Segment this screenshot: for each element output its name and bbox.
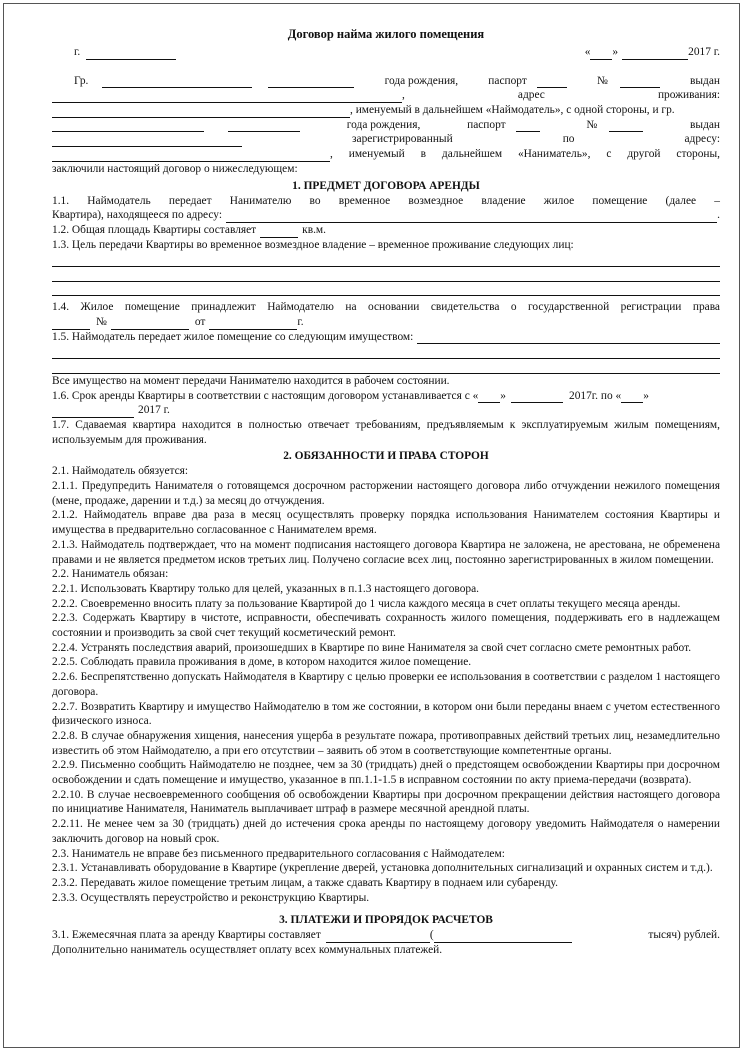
clause-2-1-3: 2.1.3. Наймодатель подтверждает, что на момент подписания настоящего договора Квартира не заложена, не арестована, не обременена правами и не является предметом исков третьих лиц. Получено согласие всех лиц, постоянно зарегистрированных в жилом помещении. bbox=[52, 538, 720, 566]
clause-2-2-10: 2.2.10. В случае несвоевременного сообщения об освобождении Квартиры при досрочном прекращении действия настоящего договора по инициативе Нанимателя, Наниматель выплачивает штраф в размере месячной арендной платы. bbox=[52, 788, 720, 816]
clause-2-2-9: 2.2.9. Письменно сообщить Наймодателю не позднее, чем за 30 (тридцать) дней о предстоящем освобождении Квартиры при досрочном освобождении и сдать помещение и имущество, указанное в пп.1.1-1.5 в исправном состоянии по акту приема-передачи (возврата). bbox=[52, 759, 720, 787]
clause-3-1-line-1 bbox=[52, 928, 720, 943]
preamble-line-1 bbox=[52, 74, 720, 89]
clause-1-2-label: 1.2. Общая площадь Квартиры составляет bbox=[52, 223, 257, 236]
occupants-line-1[interactable] bbox=[52, 252, 720, 267]
number-sign-2: № bbox=[586, 118, 598, 131]
start-year-to: 2017г. по « bbox=[569, 389, 622, 402]
clause-2-2-4: 2.2.4. Устранять последствия аварий, произошедших в Квартире по вине Нанимателя за свой счет согласно смете ремонтных работ. bbox=[52, 641, 692, 654]
clause-3-1-line-2: Дополнительно наниматель осуществляет оплату всех коммунальных платежей. bbox=[52, 944, 443, 957]
gr-label: Гр. bbox=[74, 74, 89, 87]
clause-1-5-label: 1.5. Наймодатель передает жилое помещение со следующим имуществом: bbox=[52, 330, 414, 343]
tenant-issued-by-field[interactable] bbox=[52, 135, 242, 147]
certificate-number-field[interactable] bbox=[111, 318, 189, 330]
section-3-heading: 3. ПЛАТЕЖИ И ПРОРЯДОК РАСЧЕТОВ bbox=[279, 914, 493, 927]
end-year-label: 2017 г. bbox=[138, 404, 170, 417]
end-month-field[interactable] bbox=[52, 406, 134, 418]
address-label-2: адресу: bbox=[684, 133, 721, 146]
area-unit: кв.м. bbox=[302, 223, 326, 236]
landlord-issued-by-field[interactable] bbox=[52, 91, 402, 103]
certificate-number-sign: № bbox=[96, 316, 107, 329]
start-day-close: » bbox=[500, 389, 506, 402]
at-label: по bbox=[562, 133, 575, 146]
birth-label: года рождения, bbox=[384, 74, 459, 87]
registered-label: зарегистрированный bbox=[352, 133, 453, 146]
clause-3-1-label: 3.1. Ежемесячная плата за аренду Квартиры составляет bbox=[52, 929, 321, 942]
apartment-address-field[interactable] bbox=[226, 211, 717, 223]
landlord-passport-series-field[interactable] bbox=[537, 76, 567, 88]
preamble-line-4 bbox=[52, 118, 720, 133]
clause-1-3: 1.3. Цель передачи Квартиры во временное возмездное владение – временное проживание следующих лиц: bbox=[52, 238, 574, 251]
clause-1-1-line-1: 1.1. Наймодатель передает Нанимателю во временное возмездное владение жилое помещение (далее – bbox=[52, 194, 720, 207]
clause-2-2-7: 2.2.7. Возвратить Квартиру и имущество Наймодателю в том же состоянии, в котором они были переданы внаем с учетом естественного физического износа. bbox=[52, 700, 720, 728]
rent-unit-label: тысяч) рублей. bbox=[648, 929, 720, 942]
end-day-close: » bbox=[643, 389, 649, 402]
tenant-designation-text: , именуемый в дальнейшем «Наниматель», с другой стороны, bbox=[330, 148, 720, 161]
passport-label: паспорт bbox=[488, 74, 527, 87]
tenant-passport-series-field[interactable] bbox=[516, 120, 540, 132]
date-open-quote: « bbox=[584, 45, 591, 58]
rent-amount-field[interactable] bbox=[326, 931, 430, 943]
occupants-line-3[interactable] bbox=[52, 282, 720, 297]
area-field[interactable] bbox=[260, 226, 298, 238]
issued-label: выдан bbox=[690, 74, 720, 87]
landlord-passport-number-field[interactable] bbox=[620, 76, 660, 88]
clause-1-4-line-2 bbox=[52, 315, 720, 330]
clause-1-6-label: 1.6. Срок аренды Квартиры в соответствии с настоящим договором устанавливается с « bbox=[52, 389, 479, 402]
landlord-name-field[interactable] bbox=[102, 76, 252, 88]
occupants-line-2[interactable] bbox=[52, 267, 720, 282]
day-field[interactable] bbox=[590, 48, 612, 60]
month-field[interactable] bbox=[622, 48, 688, 60]
clause-2-1-2: 2.1.2. Наймодатель вправе два раза в месяц осуществлять проверку порядка использования Нанимателем состояния Квартиры и имущества в предварительно согласованное с Нанимателем время. bbox=[52, 509, 720, 537]
preamble-line-7: заключили настоящий договор о нижеследующем: bbox=[52, 162, 298, 175]
rent-open-paren: ( bbox=[429, 929, 434, 942]
property-line-2[interactable] bbox=[52, 344, 720, 359]
certificate-series-field[interactable] bbox=[52, 318, 90, 330]
certificate-date-field[interactable] bbox=[209, 318, 297, 330]
clause-1-6-line-2 bbox=[52, 403, 720, 418]
city-prefix: г. bbox=[74, 45, 81, 58]
preamble-line-5 bbox=[52, 132, 720, 147]
city-field[interactable] bbox=[86, 48, 176, 60]
clause-2-2-2: 2.2.2. Своевременно вносить плату за пользование Квартирой до 1 числа каждого месяца в счет оплаты текущего месяца аренды. bbox=[52, 597, 681, 610]
clause-2-2-1: 2.2.1. Использовать Квартиру только для целей, указанных в п.1.3 настоящего договора. bbox=[52, 582, 479, 595]
property-line-3[interactable] bbox=[52, 359, 720, 374]
date-close-quote: » bbox=[612, 45, 619, 58]
clause-2-3: 2.3. Наниматель не вправе без письменного предварительного согласования с Наймодателем: bbox=[52, 847, 505, 860]
tenant-address-field[interactable] bbox=[52, 150, 330, 162]
preamble-line-3 bbox=[52, 103, 720, 118]
section-1-heading: 1. ПРЕДМЕТ ДОГОВОРА АРЕНДЫ bbox=[292, 179, 480, 192]
start-day-field[interactable] bbox=[478, 391, 500, 403]
clause-2-2-6: 2.2.6. Беспрепятственно допускать Наймодателя в Квартиру с целью проверки ее использования в соответствии с разделом 1 настоящего договора. bbox=[52, 671, 720, 698]
clause-1-4-line-1: 1.4. Жилое помещение принадлежит Наймодателю на основании свидетельства о государственной регистрации права bbox=[52, 301, 720, 314]
clause-1-5 bbox=[52, 330, 720, 345]
clause-2-1-1: 2.1.1. Предупредить Нанимателя о готовящемся досрочном расторжении настоящего договора либо отчуждении нежилого помещения (мене, продаже, дарении и т.д.) за месяц до отчуждения. bbox=[52, 480, 720, 507]
clause-1-1-line-2: Квартира), находящееся по адресу: . bbox=[52, 209, 720, 222]
tenant-name-field[interactable] bbox=[52, 120, 204, 132]
landlord-birth-field[interactable] bbox=[268, 76, 354, 88]
clause-1-2 bbox=[52, 223, 720, 238]
year-label: 2017 г. bbox=[688, 45, 720, 58]
clause-2-2-3: 2.2.3. Содержать Квартиру в чистоте, исправности, обеспечивать сохранность жилого помещения, поддерживать его в надлежащем состоянии и производить за свой счет текущий косметический ремонт. bbox=[52, 612, 720, 640]
landlord-designation-text: , именуемый в дальнейшем «Наймодатель», с одной стороны, и гр. bbox=[350, 104, 675, 117]
start-month-field[interactable] bbox=[511, 391, 563, 403]
clause-2-3-2: 2.3.2. Передавать жилое помещение третьим лицам, а также сдавать Квартиру в поднаем или субаренду. bbox=[52, 876, 558, 889]
residing-label: проживания: bbox=[657, 89, 720, 102]
end-day-field[interactable] bbox=[621, 391, 643, 403]
passport-label-2: паспорт bbox=[467, 118, 506, 131]
clause-2-2-11: 2.2.11. Не менее чем за 30 (тридцать) дней до истечения срока аренды по настоящему договору уведомить Наймодателя о намерении заключить договор на новый срок. bbox=[52, 818, 720, 845]
clause-2-1: 2.1. Наймодатель обязуется: bbox=[52, 465, 189, 478]
address-label: адрес bbox=[517, 89, 545, 102]
clause-2-3-1: 2.3.1. Устанавливать оборудование в Квартире (укрепление дверей, установка дополнительных сигнализаций и охранных систем и т.д.). bbox=[52, 862, 713, 875]
document-title: Договор найма жилого помещения bbox=[287, 27, 485, 41]
contract-document bbox=[52, 22, 720, 958]
tenant-birth-field[interactable] bbox=[228, 120, 300, 132]
city-date-line bbox=[52, 45, 720, 60]
number-sign: № bbox=[596, 74, 608, 87]
clause-2-2-5: 2.2.5. Соблюдать правила проживания в доме, в котором находится жилое помещение. bbox=[52, 656, 472, 669]
clause-1-6-line-1 bbox=[52, 389, 720, 404]
section-2-heading: 2. ОБЯЗАННОСТИ И ПРАВА СТОРОН bbox=[283, 450, 489, 463]
rent-amount-words-field[interactable] bbox=[434, 931, 572, 943]
property-list-field[interactable] bbox=[417, 332, 720, 344]
birth-label-2: года рождения, bbox=[346, 118, 421, 131]
tenant-passport-number-field[interactable] bbox=[609, 120, 643, 132]
issued-label-2: выдан bbox=[690, 118, 721, 131]
clause-1-7: 1.7. Сдаваемая квартира находится в полностью отвечает требованиям, предъявляемым к эксплуатируемым жилым помещениям, используемым для проживания. bbox=[52, 418, 720, 446]
clause-1-1-address-label: Квартира), находящееся по адресу: bbox=[52, 209, 223, 222]
clause-2-2-8: 2.2.8. В случае обнаружения хищения, нанесения ущерба в результате пожара, противоправных действий третьих лиц, незамедлительно известить об этом Наймодателю, а при его отсутствии – заявить об этом в соответствующие компетентные органы. bbox=[52, 729, 720, 757]
certificate-year-suffix: г. bbox=[297, 316, 304, 329]
certificate-from-label: от bbox=[194, 316, 206, 329]
landlord-address-field[interactable] bbox=[52, 106, 350, 118]
preamble-line-2: , адрес проживания: bbox=[52, 88, 720, 103]
clause-2-3-3: 2.3.3. Осуществлять переустройство и реконструкцию Квартиры. bbox=[52, 891, 370, 904]
preamble-line-6 bbox=[52, 147, 720, 162]
clause-1-5-condition: Все имущество на момент передачи Нанимателю находится в рабочем состоянии. bbox=[52, 374, 450, 387]
clause-2-2: 2.2. Наниматель обязан: bbox=[52, 568, 169, 581]
